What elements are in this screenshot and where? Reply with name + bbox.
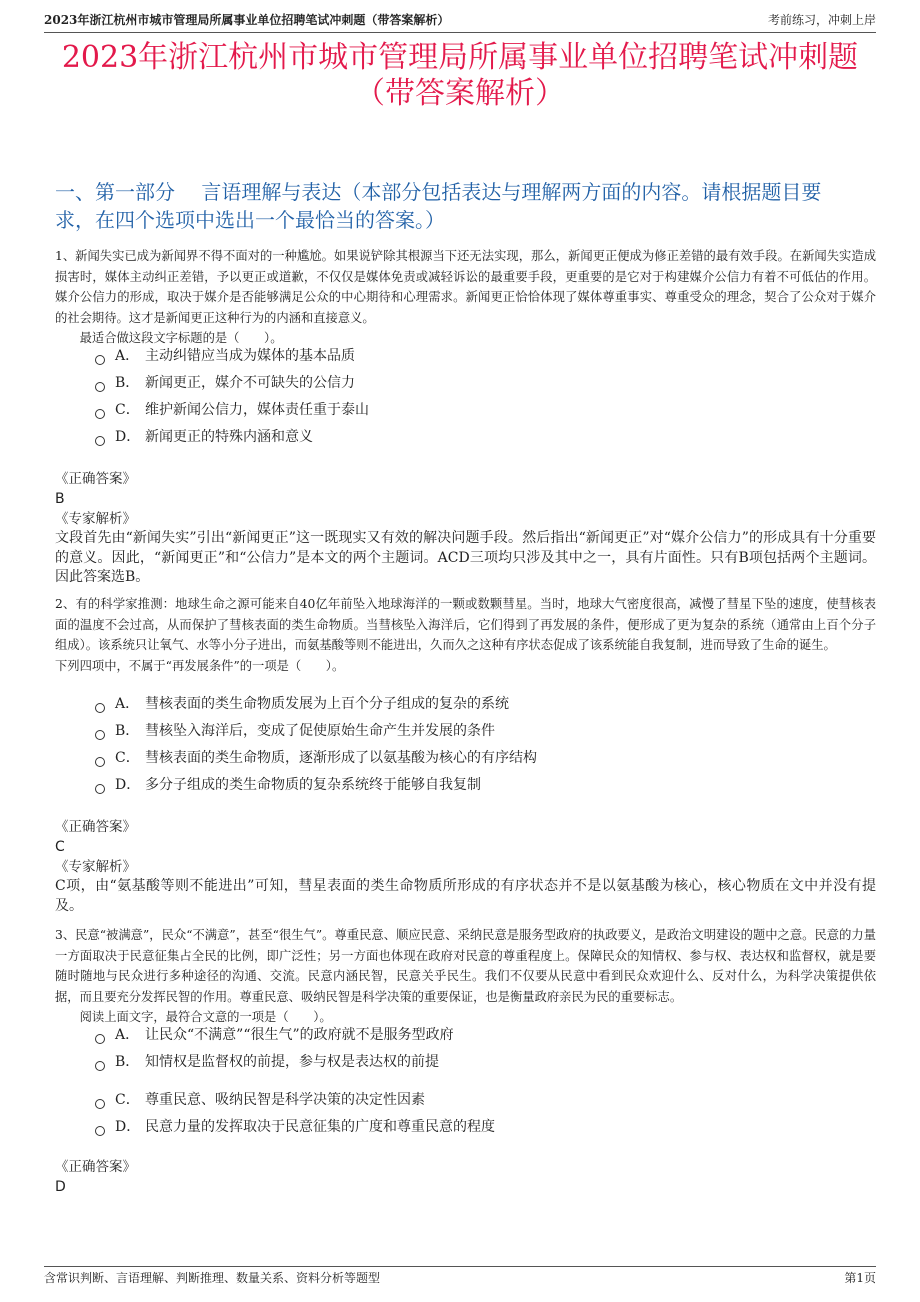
page-footer (44, 1266, 876, 1289)
question-2-option-a[interactable]: A． 彗核表面的类生命物质发展为上百个分子组成的复杂的系统 (95, 694, 509, 714)
question-2-answer: C (55, 839, 65, 855)
question-3-prompt: 阅读上面文字，最符合文意的一项是（ ）。 (55, 1010, 332, 1024)
section-heading: 一、第一部分 言语理解与表达（本部分包括表达与理解两方面的内容。请根据题目要求，在四个选项中选出一个最恰当的答案。） (55, 180, 822, 232)
question-1 (55, 246, 876, 348)
radio-icon[interactable] (95, 409, 105, 419)
correct-answer-label: 《正确答案》 (55, 1159, 136, 1175)
question-1-option-c[interactable]: C． 维护新闻公信力，媒体责任重于泰山 (95, 400, 369, 420)
radio-icon[interactable] (95, 382, 105, 392)
question-3-option-a[interactable]: A． 让民众“不满意”“很生气”的政府就不是服务型政府 (95, 1025, 454, 1045)
question-3-option-d[interactable]: D． 民意力量的发挥取决于民意征集的广度和尊重民意的程度 (95, 1117, 495, 1137)
question-2-answer-block (55, 817, 876, 916)
question-2-option-b[interactable]: B． 彗核坠入海洋后，变成了促使原始生命产生并发展的条件 (95, 721, 495, 741)
radio-icon[interactable] (95, 436, 105, 446)
question-1-text: 1、新闻失实已成为新闻界不得不面对的一种尴尬。如果说铲除其根源当下还无法实现，那么，新闻更正便成为修正差错的最有效手段。在新闻失实造成损害时，媒体主动纠正差错，予以更正或道歉，不仅仅是媒体免责或减轻诉讼的最重要手段，更重要的是它对于构建媒介公信力有着不可低估的作用。媒介公信力的形成，取决于媒介是否能够满足公众的中心期待和心理需求。新闻更正恰恰体现了媒体尊重事实、尊重受众的理念，契合了公众对于媒介的社会期待。这才是新闻更正这种行为的内涵和直接意义。 (55, 249, 876, 325)
question-2-option-c[interactable]: C． 彗核表面的类生命物质，逐渐形成了以氨基酸为核心的有序结构 (95, 748, 537, 768)
page-title (40, 40, 880, 112)
expert-analysis-label: 《专家解析》 (55, 859, 136, 875)
page-title-line1: 2023年浙江杭州市城市管理局所属事业单位招聘笔试冲刺题 (61, 40, 859, 75)
question-1-prompt: 最适合做这段文字标题的是（ ）。 (55, 331, 283, 345)
question-1-option-d[interactable]: D． 新闻更正的特殊内涵和意义 (95, 427, 313, 447)
question-3-option-c[interactable]: C． 尊重民意、吸纳民智是科学决策的决定性因素 (95, 1090, 425, 1110)
correct-answer-label: 《正确答案》 (55, 819, 136, 835)
radio-icon[interactable] (95, 730, 105, 740)
question-3-option-b[interactable]: B． 知情权是监督权的前提，参与权是表达权的前提 (95, 1052, 439, 1072)
page-title-line2: （带答案解析） (355, 76, 565, 111)
radio-icon[interactable] (95, 1099, 105, 1109)
header-doc-title: 2023年浙江杭州市城市管理局所属事业单位招聘笔试冲刺题（带答案解析） (44, 13, 450, 27)
question-1-option-a[interactable]: A． 主动纠错应当成为媒体的基本品质 (95, 346, 355, 366)
radio-icon[interactable] (95, 703, 105, 713)
question-2-option-d[interactable]: D． 多分子组成的类生命物质的复杂系统终于能够自我复制 (95, 775, 481, 795)
radio-icon[interactable] (95, 757, 105, 767)
question-3 (55, 925, 876, 1027)
question-2-prompt: 下列四项中，不属于“再发展条件”的一项是（ ）。 (55, 658, 345, 673)
question-3-answer-block (55, 1157, 876, 1197)
expert-analysis-label: 《专家解析》 (55, 511, 136, 527)
header-slogan: 考前练习，冲刺上岸 (767, 13, 876, 27)
page-header (44, 10, 876, 33)
question-1-answer-block (55, 469, 876, 588)
radio-icon[interactable] (95, 1061, 105, 1071)
question-1-answer: B (55, 491, 65, 507)
radio-icon[interactable] (95, 1034, 105, 1044)
question-3-answer: D (55, 1179, 66, 1195)
question-3-text: 3、民意“被满意”，民众“不满意”，甚至“很生气”。尊重民意、顺应民意、采纳民意是服务型政府的执政要义，是政治文明建设的题中之意。民意的力量一方面取决于民意征集占全民的比例，即广泛性；另一方面也体现在政府对民意的尊重程度上。保障民众的知情权、参与权、表达权和监督权，就是要随时随地与民众进行多种途径的沟通、交流。民意内涵民智，民意关乎民生。我们不仅要从民意中看到民众欢迎什么、反对什么，为科学决策提供依据，而且要充分发挥民智的作用。尊重民意、吸纳民智是科学决策的重要保证，也是衡量政府亲民为民的重要标志。 (55, 928, 876, 1004)
question-2-text: 2、有的科学家推测：地球生命之源可能来自40亿年前坠入地球海洋的一颗或数颗彗星。当时，地球大气密度很高，减慢了彗星下坠的速度，使彗核表面的温度不会过高，从而保护了彗核表面的类生命物质。当彗核坠入海洋后，它们得到了再发展的条件，便形成了更为复杂的系统（通常由上百个分子组成）。该系统只让氧气、水等小分子进出，而氨基酸等则不能进出，久而久之这种有序状态促成了该系统能自我复制，进而导致了生命的诞生。 (55, 597, 876, 652)
question-2 (55, 594, 876, 676)
radio-icon[interactable] (95, 784, 105, 794)
correct-answer-label: 《正确答案》 (55, 471, 136, 487)
question-2-analysis: C项，由“氨基酸等则不能进出”可知，彗星表面的类生命物质所形成的有序状态并不是以氨基酸为核心，核心物质在文中并没有提及。 (55, 878, 876, 914)
question-1-option-b[interactable]: B． 新闻更正，媒介不可缺失的公信力 (95, 373, 355, 393)
page-number: 第1页 (844, 1271, 876, 1285)
question-1-analysis: 文段首先由“新闻失实”引出“新闻更正”这一既现实又有效的解决问题手段。然后指出“新闻更正”对“媒介公信力”的形成具有十分重要的意义。因此，“新闻更正”和“公信力”是本文的两个主题词。ACD三项均只涉及其中之一，具有片面性。只有B项包括两个主题词。因此答案选B。 (55, 530, 876, 585)
radio-icon[interactable] (95, 355, 105, 365)
footer-description: 含常识判断、言语理解、判断推理、数量关系、资料分析等题型 (44, 1271, 381, 1285)
radio-icon[interactable] (95, 1126, 105, 1136)
